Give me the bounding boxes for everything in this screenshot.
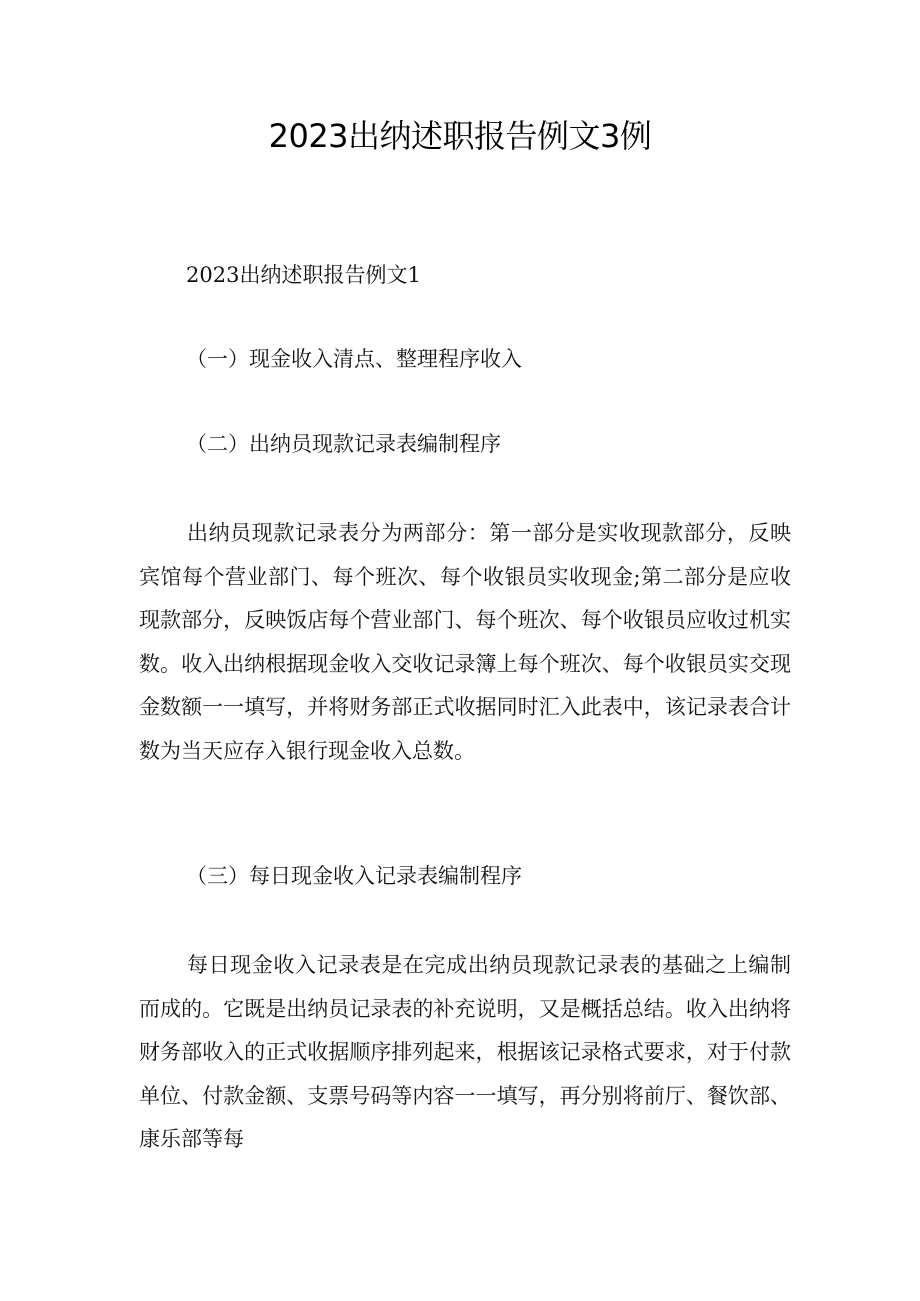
- section-heading-3: （三）每日现金收入记录表编制程序: [186, 864, 522, 888]
- section-heading-1: （一）现金收入清点、整理程序收入: [186, 347, 522, 371]
- section-paragraph-2: 出纳员现款记录表分为两部分：第一部分是实收现款部分，反映宾馆每个营业部门、每个班次、每个收银员实收现金;第二部分是应收现款部分，反映饭店每个营业部门、每个班次、每个收银员应收过机实数。收入出纳根据现金收入交收记录簿上每个班次、每个收银员实交现金数额一一填写，并将财务部正式收据同时汇入此表中，该记录表合计数为当天应存入银行现金收入总数。: [139, 521, 791, 763]
- section-paragraph-3: 每日现金收入记录表是在完成出纳员现款记录表的基础之上编制而成的。它既是出纳员记录表的补充说明，又是概括总结。收入出纳将财务部收入的正式收据顺序排列起来，根据该记录格式要求，对于付款单位、付款金额、支票号码等内容一一填写，再分别将前厅、餐饮部、康乐部等每: [139, 953, 791, 1151]
- section-heading-2: （二）出纳员现款记录表编制程序: [186, 432, 501, 456]
- document-title: 2023出纳述职报告例文3例: [268, 117, 652, 155]
- example-subtitle: 2023出纳述职报告例文1: [186, 263, 421, 287]
